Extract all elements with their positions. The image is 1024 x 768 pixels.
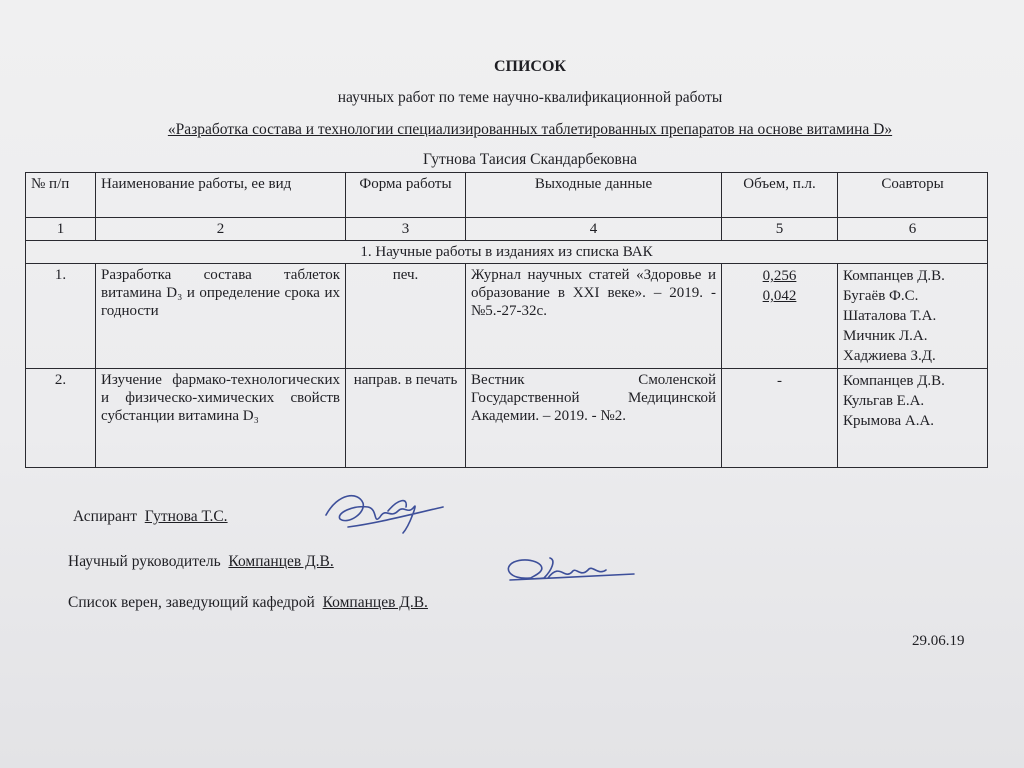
work-coauthors xyxy=(838,264,988,369)
column-number: 6 xyxy=(838,218,988,241)
aspirant-signature-icon xyxy=(318,485,448,540)
work-output: Журнал научных статей «Здоровье и образование в XXI веке». – 2019. - №5.-27-32с. xyxy=(466,264,722,369)
table-header-row xyxy=(26,173,988,218)
coauthor: Компанцев Д.В. xyxy=(843,373,945,389)
coauthor: Кульгав Е.А. xyxy=(843,393,925,409)
work-coauthors xyxy=(838,369,988,468)
supervisor-label: Научный руководитель xyxy=(68,553,221,570)
column-header: Форма работы xyxy=(346,173,466,218)
coauthor: Хаджиева З.Д. xyxy=(843,348,936,364)
volume-value: 0,256 xyxy=(762,268,797,284)
head-name: Компанцев Д.В. xyxy=(322,594,428,611)
column-number: 1 xyxy=(26,218,96,241)
aspirant-name: Гутнова Т.С. xyxy=(144,508,228,525)
work-name: Разработка состава таблеток витамина D₃ и определение срока их годности xyxy=(96,264,346,369)
table-row xyxy=(26,369,988,468)
coauthor: Бугаёв Ф.С. xyxy=(843,288,919,304)
section-title: 1. Научные работы в изданиях из списка ВАК xyxy=(26,241,988,264)
aspirant-line xyxy=(73,508,228,526)
document-subtitle: научных работ по теме научно-квалификационной работы xyxy=(337,89,723,106)
work-output: Вестник Смоленской Государственной Медицинской Академии. – 2019. - №2. xyxy=(466,369,722,468)
supervisor-name: Компанцев Д.В. xyxy=(228,553,334,570)
volume-value: 0,042 xyxy=(762,288,797,304)
row-number: 2. xyxy=(26,369,96,468)
column-header: № п/п xyxy=(26,173,96,218)
volume-value: - xyxy=(777,373,782,389)
work-volume xyxy=(722,369,838,468)
coauthor: Мичник Л.А. xyxy=(843,328,928,344)
head-line xyxy=(68,594,428,612)
work-form: направ. в печать xyxy=(346,369,466,468)
coauthor: Компанцев Д.В. xyxy=(843,268,945,284)
column-number: 3 xyxy=(346,218,466,241)
head-label: Список верен, заведующий кафедрой xyxy=(68,594,315,611)
aspirant-label: Аспирант xyxy=(73,508,137,525)
column-number: 4 xyxy=(466,218,722,241)
column-header: Соавторы xyxy=(838,173,988,218)
document-title: СПИСОК xyxy=(493,58,567,75)
column-header: Наименование работы, ее вид xyxy=(96,173,346,218)
supervisor-signature-icon xyxy=(500,550,640,590)
column-header: Объем, п.л. xyxy=(722,173,838,218)
document-date: 29.06.19 xyxy=(912,633,965,649)
column-number: 2 xyxy=(96,218,346,241)
author-name: Гутнова Таисия Скандарбековна xyxy=(422,151,638,168)
work-name: Изучение фармако-технологических и физическо-химических свойств субстанции витамина D₃ xyxy=(96,369,346,468)
work-volume xyxy=(722,264,838,369)
coauthor: Крымова А.А. xyxy=(843,413,935,429)
coauthor: Шаталова Т.А. xyxy=(843,308,937,324)
section-row xyxy=(26,241,988,264)
column-number-row xyxy=(26,218,988,241)
work-form: печ. xyxy=(346,264,466,369)
column-header: Выходные данные xyxy=(466,173,722,218)
row-number: 1. xyxy=(26,264,96,369)
column-number: 5 xyxy=(722,218,838,241)
works-table xyxy=(25,172,988,468)
supervisor-line xyxy=(68,553,334,571)
table-row xyxy=(26,264,988,369)
document-theme: «Разработка состава и технологии специализированных таблетированных препаратов на основе витамина D» xyxy=(167,121,893,138)
